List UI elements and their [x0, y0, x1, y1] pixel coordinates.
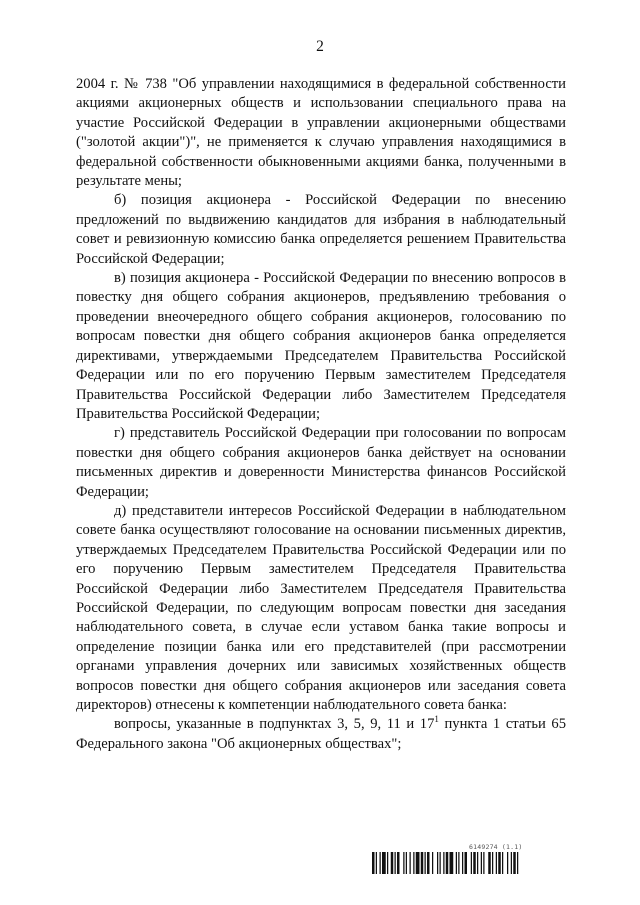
paragraph-questions-start: вопросы, указанные в подпунктах 3, 5, 9, 11 и 17	[114, 716, 435, 733]
paragraph-questions	[76, 715, 566, 754]
paragraph-continuation: 2004 г. № 738 "Об управлении находящимися в федеральной собственности акциями акционерных обществ и использовании специального права на участие Российской Федерации в управлении акционерными обществами ("золотой акции")", не применяется к случаю управления находящимися в федеральной собственности обыкновенными акциями банка, полученными в результате мены;	[76, 76, 566, 190]
document-body	[76, 75, 566, 754]
page-number: 2	[316, 38, 324, 55]
paragraph-questions-end: пункта 1 статьи 65 Федерального закона "Об акционерных обществах";	[76, 716, 566, 752]
paragraph-item-b: б) позиция акционера - Российской Федерации по внесению предложений по выдвижению кандидатов для избрания в наблюдательный совет и ревизионную комиссию банка определяется решением Правительства Российской Федерации;	[76, 192, 566, 267]
document-code: 6149274 (1.1)	[469, 843, 523, 851]
footnote-superscript: 1	[434, 714, 439, 725]
paragraph-item-d: д) представители интересов Российской Федерации в наблюдательном совете банка осуществляют голосование на основании письменных директив, утверждаемых Председателем Правительства Российской Федерации или по его поручению Первым заместителем Председателя Правительства Российской Федерации либо Заместителем Председателя Правительства Российской Федерации, по следующим вопросам повестки дня заседания наблюдательного совета, в случае если уставом банка такие вопросы и определение позиции банка или его представителей (при рассмотрении органами управления дочерних или зависимых хозяйственных обществ вопросов повестки дня общего собрания акционеров или заседания совета директоров) отнесены к компетенции наблюдательного совета банка:	[76, 502, 566, 713]
paragraph-item-g: г) представитель Российской Федерации при голосовании по вопросам повестки дня общего собрания акционеров банка действует на основании письменных директив и доверенности Министерства финансов Российской Федерации;	[76, 425, 566, 500]
paragraph-item-v: в) позиция акционера - Российской Федерации по внесению вопросов в повестку дня общего собрания акционеров, предъявлению требования о проведении внеочередного общего собрания акционеров, голосованию по вопросам повестки дня общего собрания акционеров банка определяется директивами, утверждаемыми Председателем Правительства Российской Федерации или по его поручению Первым заместителем Председателя Правительства Российской Федерации либо Заместителем Председателя Правительства Российской Федерации;	[76, 270, 566, 422]
barcode-icon	[372, 852, 568, 874]
